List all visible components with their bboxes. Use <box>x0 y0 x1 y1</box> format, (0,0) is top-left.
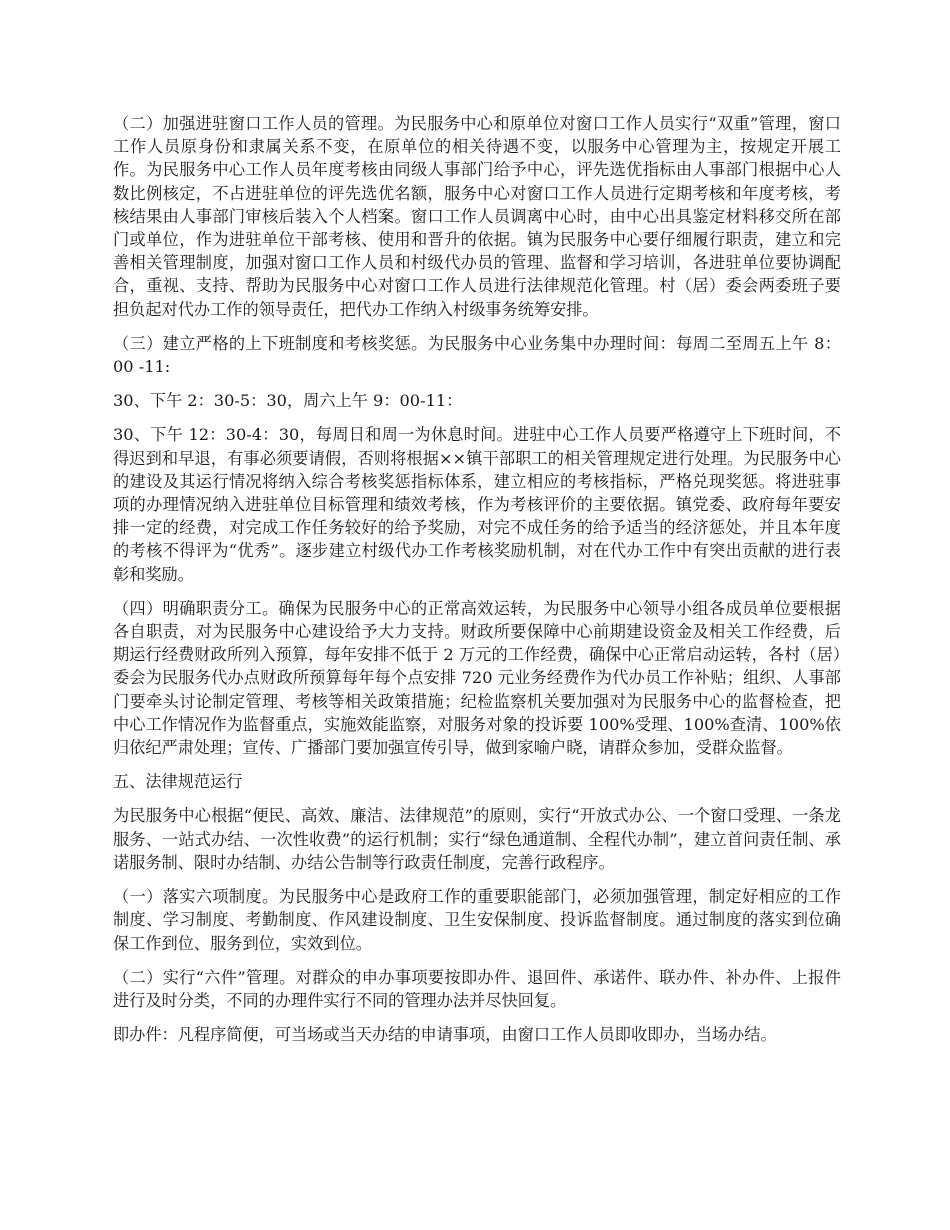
paragraph-work-hours-continued: 30、下午 2：30-5：30，周六上午 9：00-11： <box>113 391 463 411</box>
section-heading-legal-operation: 五、法律规范运行 <box>113 772 243 792</box>
paragraph-immediate-cases: 即办件：凡程序简便，可当场或当天办结的申请事项，由窗口工作人员即收即办，当场办结。 <box>113 1025 777 1045</box>
paragraph-operation-mechanism: 为民服务中心根据“便民、高效、廉洁、法律规范”的原则，实行“开放式办公、一个窗口受理、一条龙服务、一站式办结、一次性收费”的运行机制；实行“绿色通道制、全程代办制”，建立首问责任制、承诺服务制、限时办结制、办结公告制等行政责任制度，完善行政程序。 <box>113 806 841 872</box>
paragraph-work-hours: （三）建立严格的上下班制度和考核奖惩。为民服务中心业务集中办理时间：每周二至周五上午 8：00 -11: <box>113 333 841 377</box>
document-body <box>113 112 841 1057</box>
paragraph-dual-management: （二）加强进驻窗口工作人员的管理。为民服务中心和原单位对窗口工作人员实行“双重”管理，窗口工作人员原身份和隶属关系不变，在原单位的相关待遇不变，以服务中心管理为主，按规定开展工作。为民服务中心工作人员年度考核由同级人事部门给予中心，评先选优指标由人事部门根据中心人数比例核定，不占进驻单位的评先选优名额，服务中心对窗口工作人员进行定期考核和年度考核，考核结果由人事部门审核后装入个人档案。窗口工作人员调离中心时，由中心出具鉴定材料移交所在部门或单位，作为进驻单位干部考核、使用和晋升的依据。镇为民服务中心要仔细履行职责，建立和完善相关管理制度，加强对窗口工作人员和村级代办员的管理、监督和学习培训，各进驻单位要协调配合，重视、支持、帮助为民服务中心对窗口工作人员进行法律规范化管理。村（居）委会两委班子要担负起对代办工作的领导责任，把代办工作纳入村级事务统筹安排。 <box>113 114 841 319</box>
paragraph-responsibilities: （四）明确职责分工。确保为民服务中心的正常高效运转，为民服务中心领导小组各成员单位要根据各自职责，对为民服务中心建设给予大力支持。财政所要保障中心前期建设资金及相关工作经费，后期运行经费财政所列入预算，每年安排不低于 2 万元的工作经费，确保中心正常启动运转，各村（居）委会为民服务代办点财政所预算每年每个点安排 720 元业务经费作为代办员工作补贴；组织、人事部门要牵头讨论制定管理、考核等相关政策措施；纪检监察机关要加强对为民服务中心的监督检查，把中心工作情况作为监督重点，实施效能监察，对服务对象的投诉要 100%受理、100%查清、100%依归依纪严肃处理；宣传、广播部门要加强宣传引导，做到家喻户晓，请群众参加，受群众监督。 <box>113 598 841 758</box>
paragraph-attendance-assessment: 30、下午 12：30-4：30，每周日和周一为休息时间。进驻中心工作人员要严格遵守上下班时间，不得迟到和早退，有事必须要请假，否则将根据××镇干部职工的相关管理规定进行处理。为民服务中心的建设及其运行情况将纳入综合考核奖惩指标体系，建立相应的考核指标，严格兑现奖惩。将进驻事项的办理情况纳入进驻单位目标管理和绩效考核，作为考核评价的主要依据。镇党委、政府每年要安排一定的经费，对完成工作任务较好的给予奖励，对完不成任务的给予适当的经济惩处，并且本年度的考核不得评为“优秀”。逐步建立村级代办工作考核奖励机制，对在代办工作中有突出贡献的进行表彰和奖励。 <box>113 425 841 584</box>
paragraph-six-systems: （一）落实六项制度。为民服务中心是政府工作的重要职能部门，必须加强管理，制定好相应的工作制度、学习制度、考勤制度、作风建设制度、卫生安保制度、投诉监督制度。通过制度的落实到位确保工作到位、服务到位，实效到位。 <box>113 887 841 953</box>
paragraph-six-case-types: （二）实行“六件”管理。对群众的申办事项要按即办件、退回件、承诺件、联办件、补办件、上报件进行及时分类，不同的办理件实行不同的管理办法并尽快回复。 <box>113 967 841 1010</box>
